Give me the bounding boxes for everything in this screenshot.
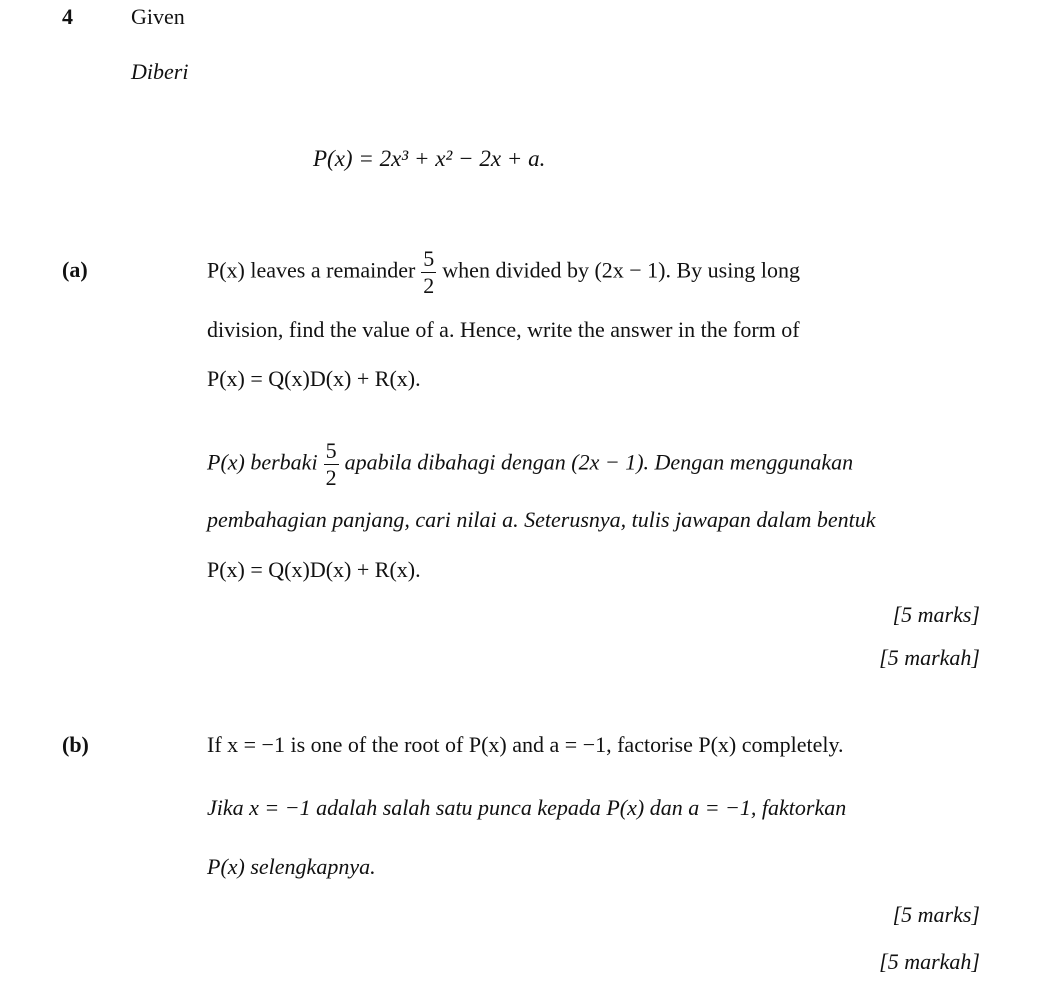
part-a-ms-line2: pembahagian panjang, cari nilai a. Seterusnya, tulis jawapan dalam bentuk bbox=[207, 507, 876, 532]
fraction-five-halves bbox=[421, 248, 436, 297]
part-b-ms-line1: Jika x = −1 adalah salah satu punca kepada P(x) dan a = −1, faktorkan bbox=[207, 795, 847, 820]
fraction-numerator: 5 bbox=[423, 246, 435, 271]
polynomial-equation: P(x) = 2x³ + x² − 2x + a. bbox=[313, 146, 546, 171]
part-a-en-line3: P(x) = Q(x)D(x) + R(x). bbox=[207, 366, 421, 391]
part-a-ms-line3: P(x) = Q(x)D(x) + R(x). bbox=[207, 557, 421, 582]
part-b-ms-line2: P(x) selengkapnya. bbox=[207, 854, 376, 879]
fraction-denominator: 2 bbox=[423, 273, 435, 298]
given-label-en: Given bbox=[131, 4, 185, 29]
fraction-numerator: 5 bbox=[325, 438, 337, 463]
part-a-marks-en: [5 marks] bbox=[892, 602, 980, 627]
part-a-en-line1-pre: P(x) leaves a remainder bbox=[207, 257, 416, 283]
part-b-label: (b) bbox=[62, 732, 89, 757]
part-b-marks-ms: [5 markah] bbox=[879, 949, 980, 974]
fraction-five-halves-ms bbox=[324, 440, 339, 489]
part-a-en-line1-post: when divided by (2x − 1). By using long bbox=[442, 257, 800, 283]
part-a-ms-line1-pre: P(x) berbaki bbox=[207, 449, 318, 475]
part-a-label: (a) bbox=[62, 257, 88, 282]
given-label-ms: Diberi bbox=[131, 59, 189, 84]
part-a-ms-line1 bbox=[207, 440, 853, 489]
part-a-marks-ms: [5 markah] bbox=[879, 645, 980, 670]
question-number: 4 bbox=[62, 4, 73, 29]
part-b-en-line1: If x = −1 is one of the root of P(x) and a = −1, factorise P(x) completely. bbox=[207, 732, 844, 757]
part-a-en-line2: division, find the value of a. Hence, write the answer in the form of bbox=[207, 317, 800, 342]
fraction-denominator: 2 bbox=[325, 465, 337, 490]
part-a-en-line1 bbox=[207, 248, 800, 297]
part-b-marks-en: [5 marks] bbox=[892, 902, 980, 927]
part-a-ms-line1-post: apabila dibahagi dengan (2x − 1). Dengan menggunakan bbox=[344, 449, 854, 475]
